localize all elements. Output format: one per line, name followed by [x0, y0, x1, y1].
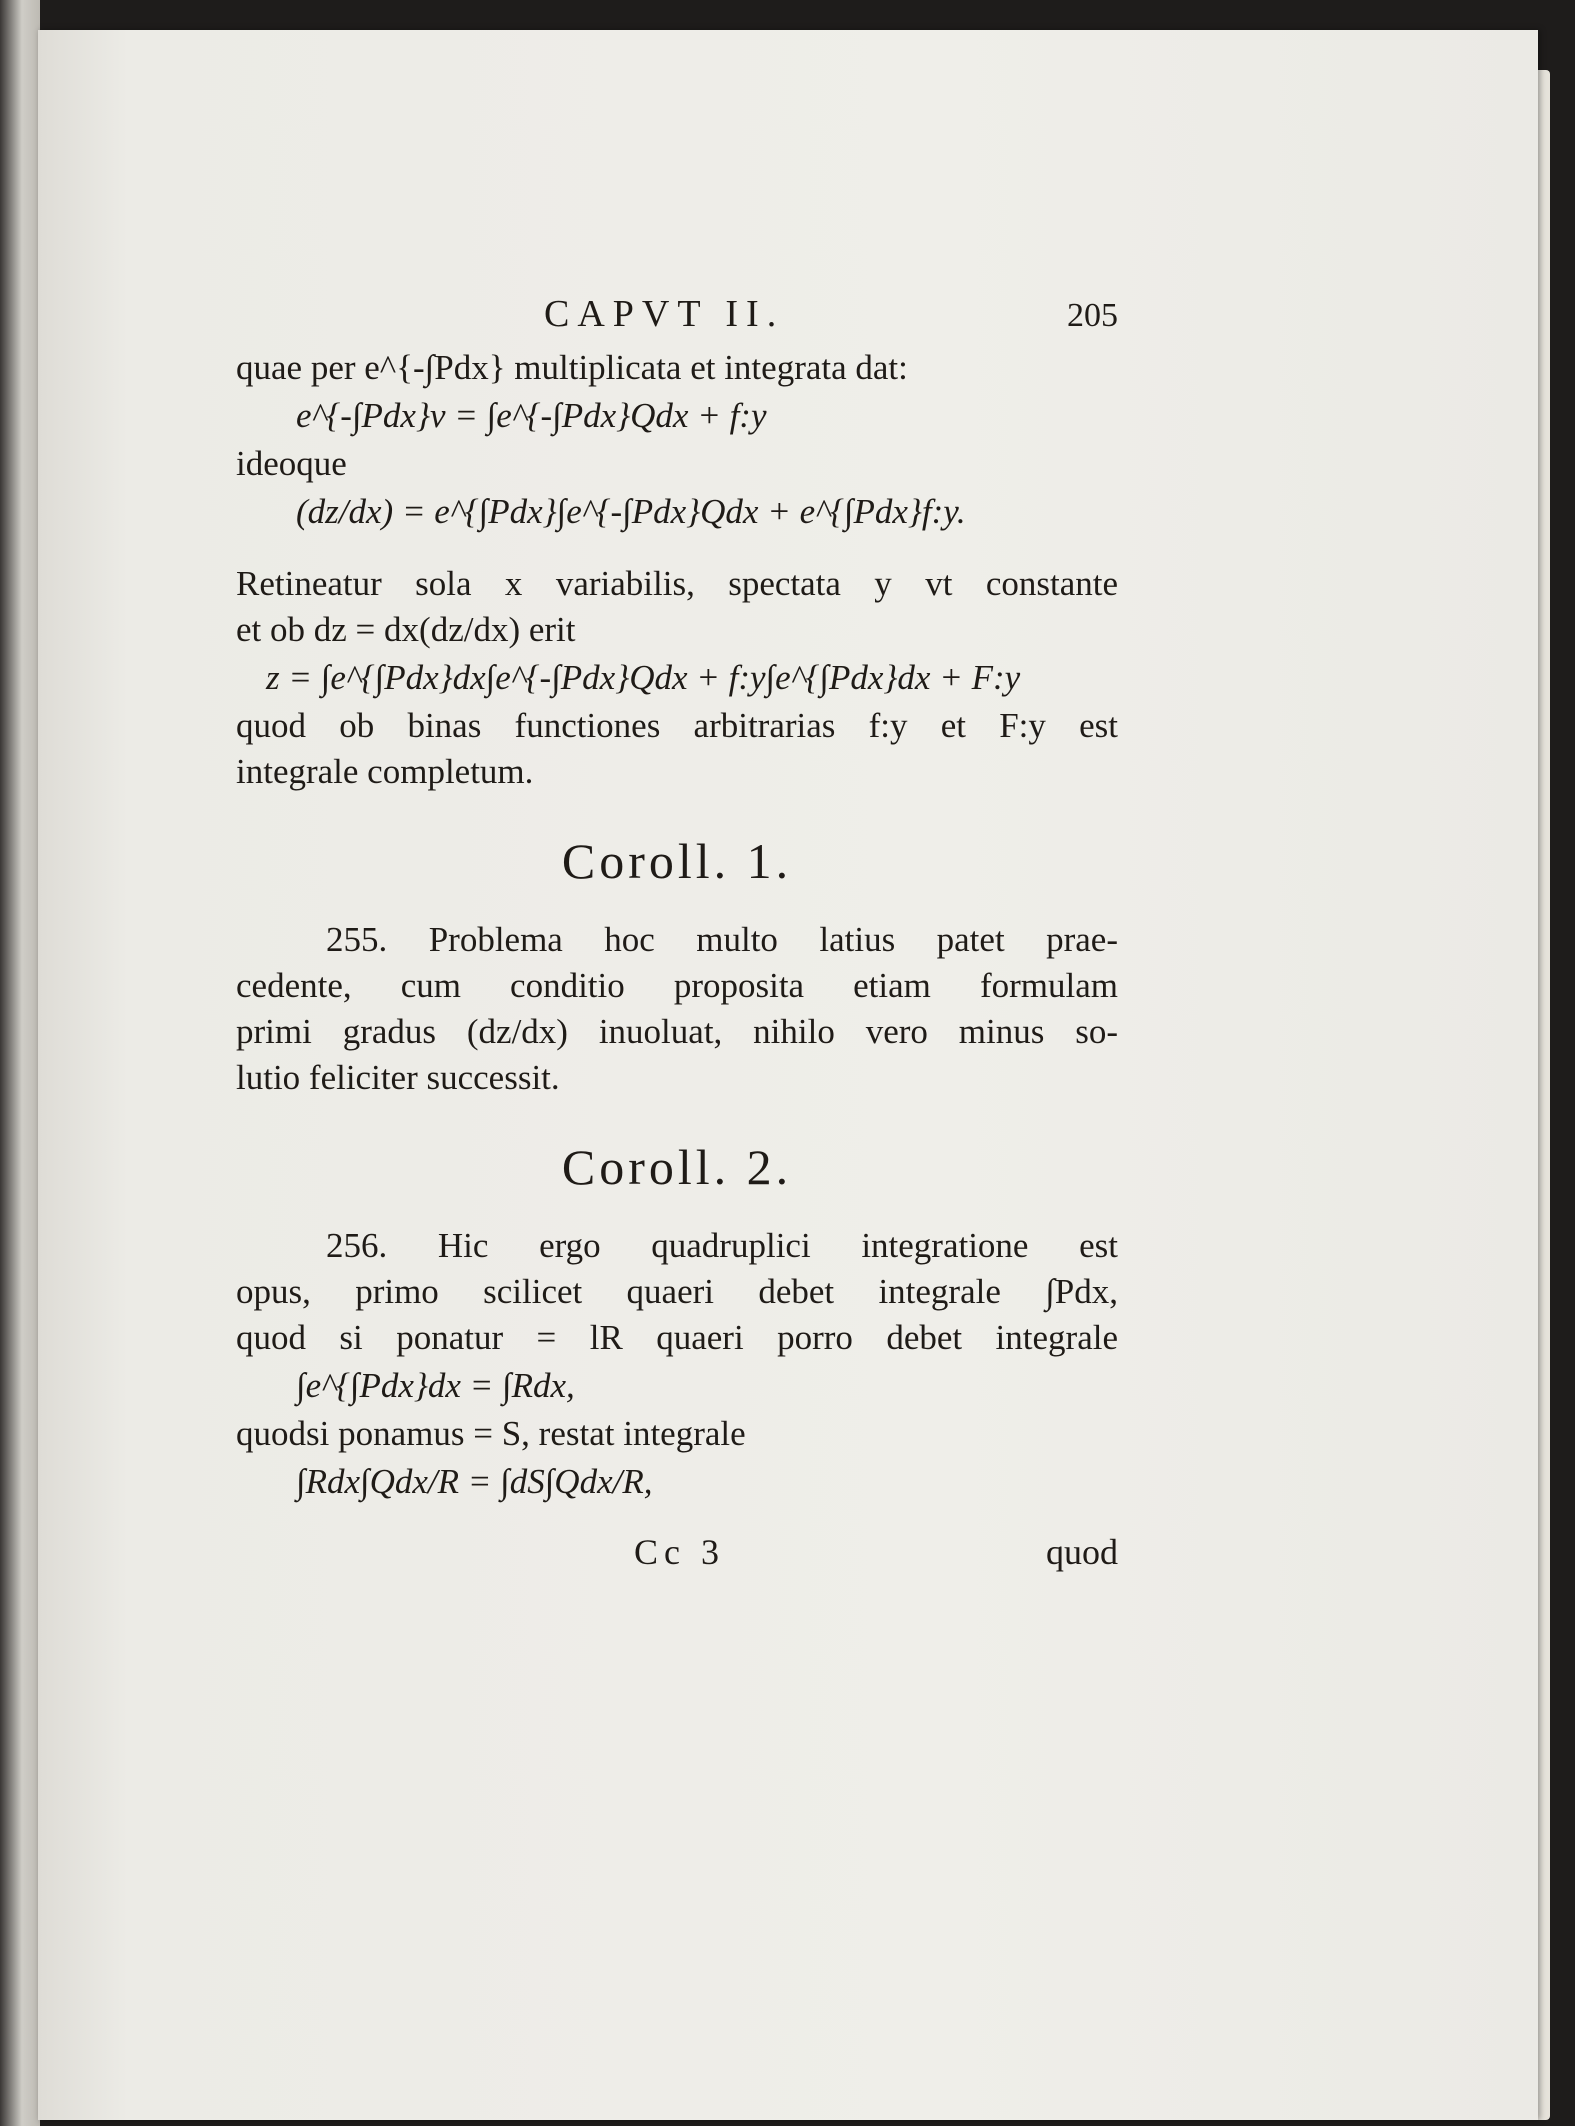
chapter-title: CAPVT II. — [544, 293, 785, 335]
section-heading: Coroll. 1. — [561, 833, 793, 889]
running-head — [236, 285, 1118, 345]
text-line: integrale completum. — [236, 752, 534, 791]
text-line: cedente, cum conditio proposita etiam formulam — [236, 966, 1118, 1005]
text-line: lutio feliciter successit. — [236, 1058, 560, 1097]
catchword: quod — [1046, 1532, 1118, 1572]
page-text-block — [236, 285, 1118, 1583]
text-line: 255. Problema hoc multo latius patet prae- — [326, 920, 1118, 959]
equation: ∫Rdx∫Qdx/R = ∫dS∫Qdx/R, — [296, 1462, 653, 1501]
equation: z = ∫e^{∫Pdx}dx∫e^{-∫Pdx}Qdx + f:y∫e^{∫Pdx}dx + F:y — [266, 658, 1021, 697]
text-line: primi gradus (dz/dx) inuoluat, nihilo vero minus so- — [236, 1012, 1118, 1051]
text-line: quodsi ponamus = S, restat integrale — [236, 1414, 746, 1453]
text-line: quod ob binas functiones arbitrarias f:y et F:y est — [236, 706, 1118, 745]
book-page — [38, 30, 1538, 2120]
text-line: Retineatur sola x variabilis, spectata y vt constante — [236, 564, 1118, 603]
equation: ∫e^{∫Pdx}dx = ∫Rdx, — [296, 1366, 575, 1405]
signature-mark: Cc 3 — [634, 1532, 725, 1572]
equation: e^{-∫Pdx}v = ∫e^{-∫Pdx}Qdx + f:y — [296, 396, 767, 435]
page-footer — [236, 1523, 1118, 1583]
text-line: opus, primo scilicet quaeri debet integrale ∫Pdx, — [236, 1272, 1118, 1311]
equation: (dz/dx) = e^{∫Pdx}∫e^{-∫Pdx}Qdx + e^{∫Pdx}f:y. — [296, 492, 966, 531]
text-line: quae per e^{-∫Pdx} multiplicata et integrata dat: — [236, 348, 908, 387]
text-line: quod si ponatur = lR quaeri porro debet integrale — [236, 1318, 1118, 1357]
text-line: ideoque — [236, 444, 347, 483]
section-heading: Coroll. 2. — [561, 1139, 793, 1195]
text-line: et ob dz = dx(dz/dx) erit — [236, 610, 576, 649]
previous-page-edge — [0, 0, 40, 2126]
page-number: 205 — [1067, 297, 1118, 334]
text-line: 256. Hic ergo quadruplici integratione est — [326, 1226, 1118, 1265]
